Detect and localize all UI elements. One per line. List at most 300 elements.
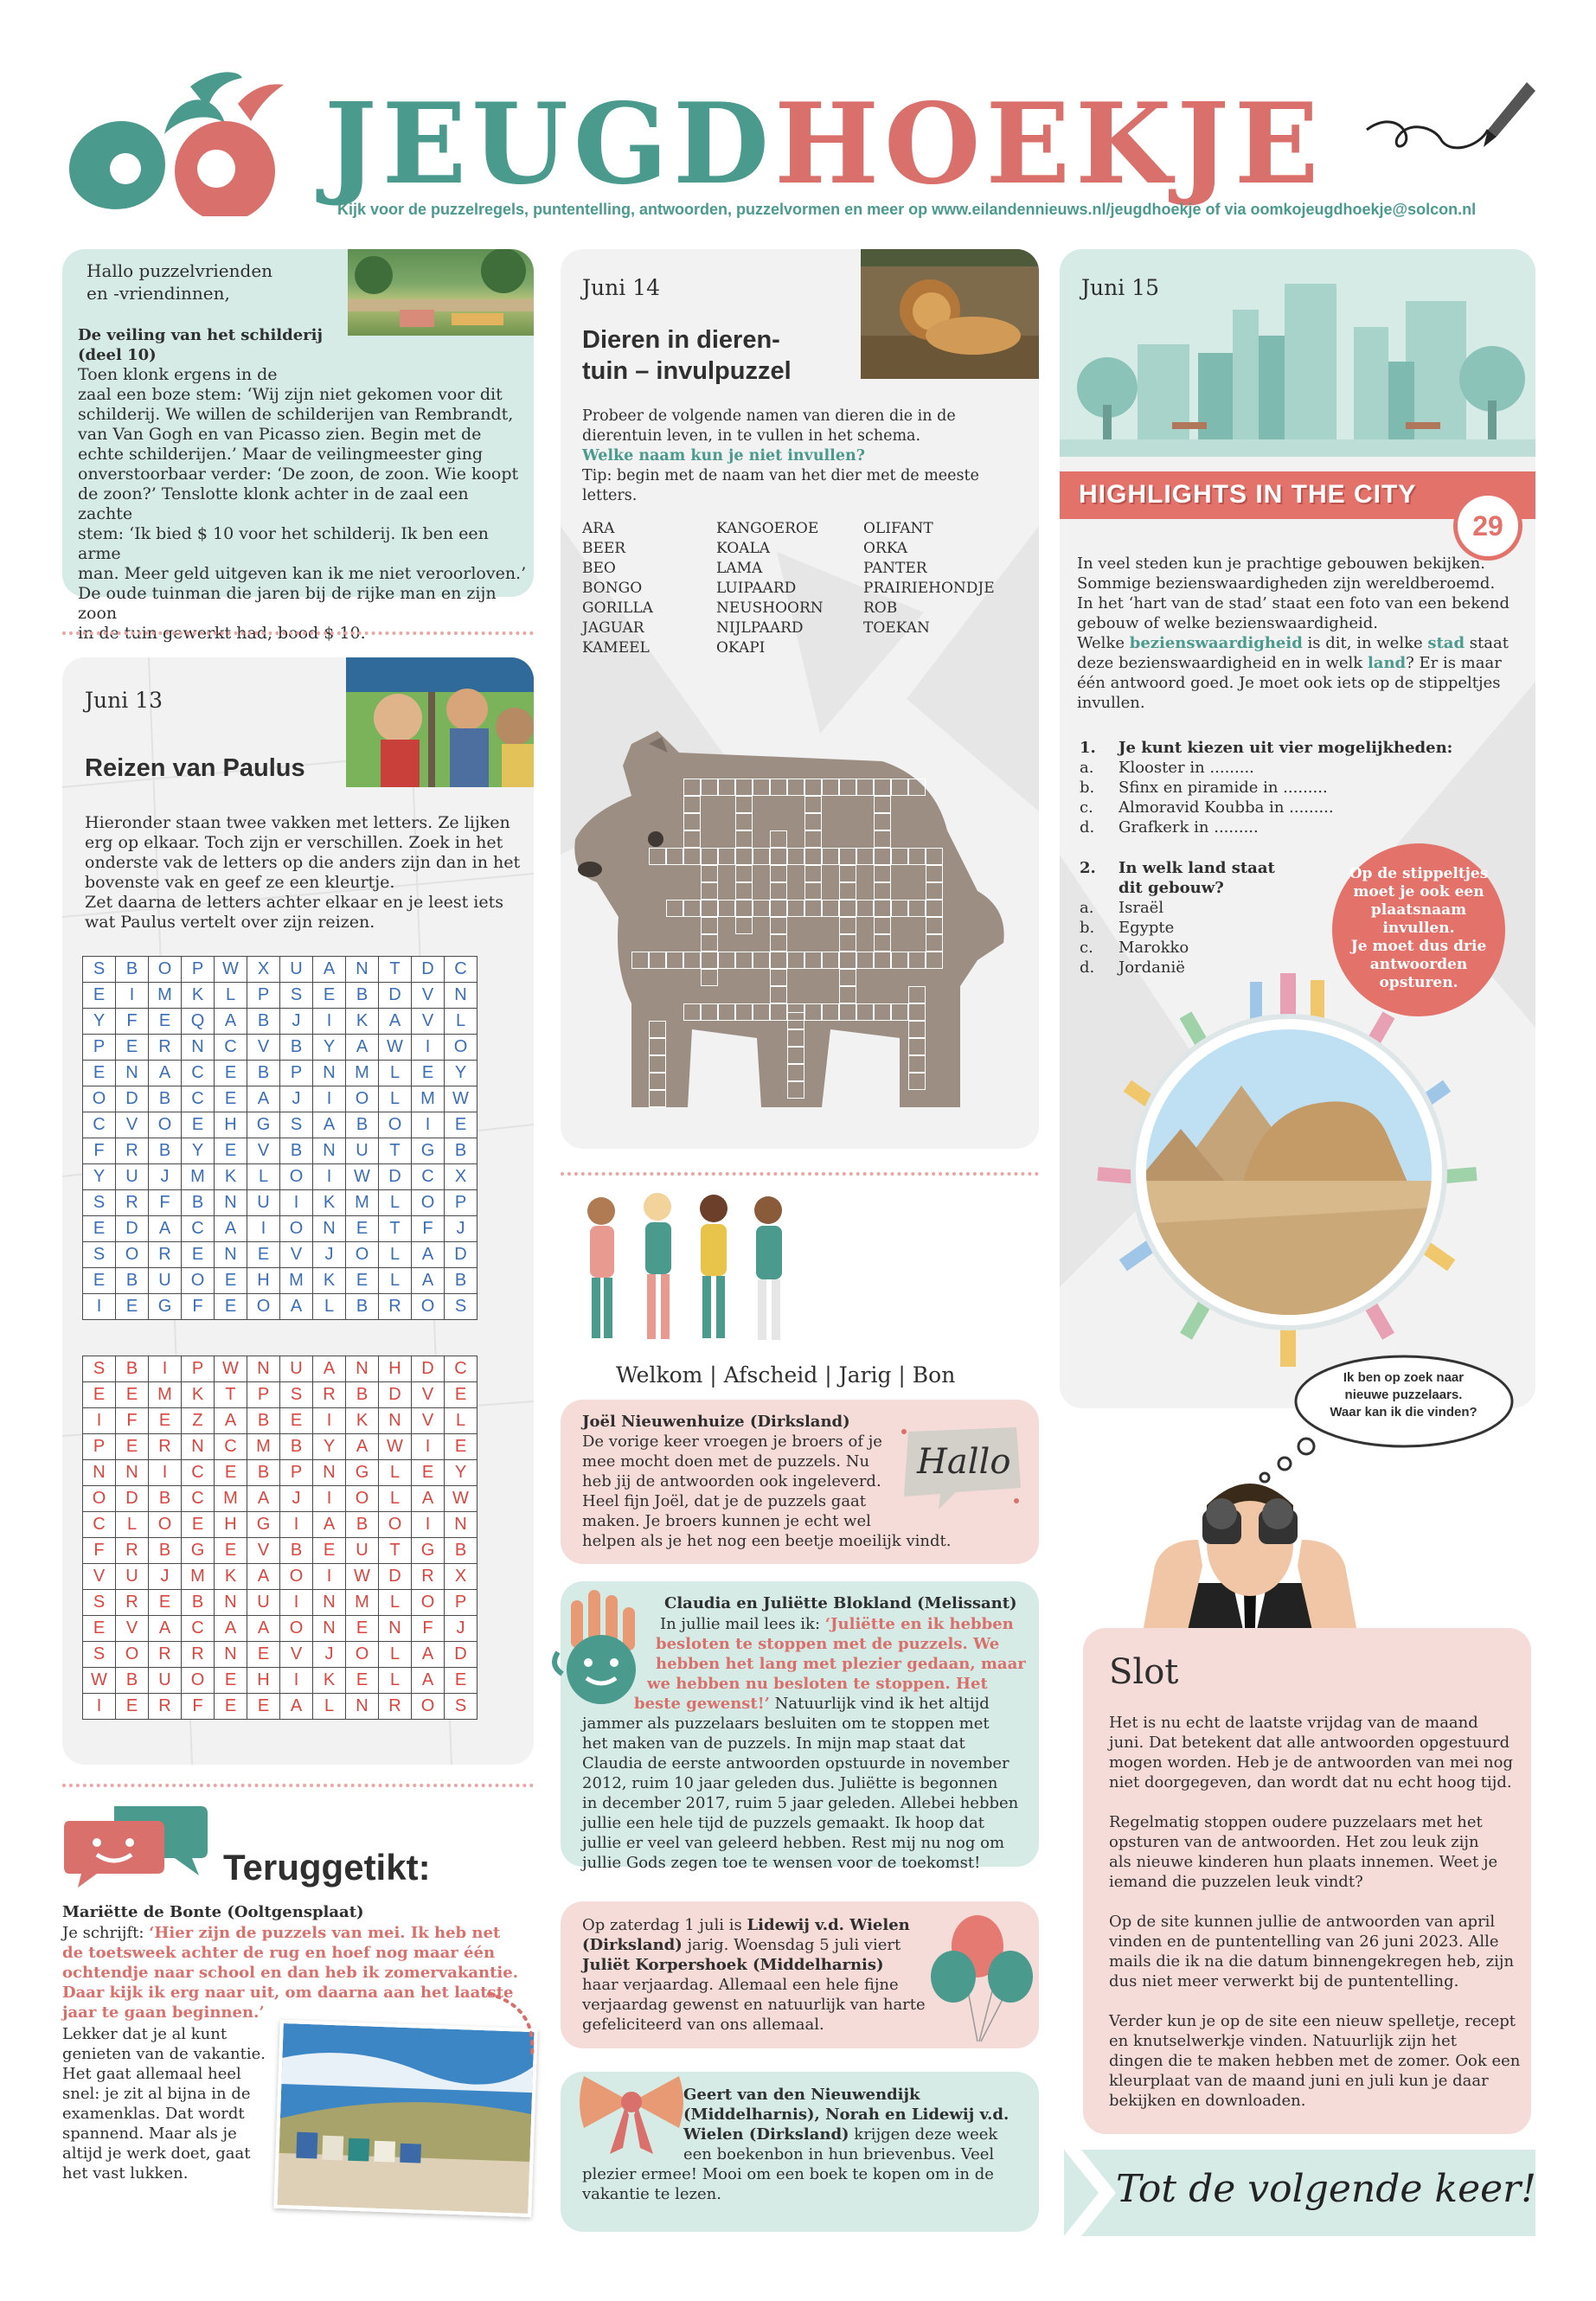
crossword-cell[interactable] <box>926 917 943 934</box>
crossword-cell[interactable] <box>926 865 943 882</box>
crossword-cell[interactable] <box>908 1038 926 1055</box>
crossword-cell[interactable] <box>787 900 804 917</box>
grid-cell[interactable]: A <box>247 1564 280 1590</box>
grid-cell[interactable]: W <box>379 1434 412 1460</box>
crossword-cell[interactable] <box>770 865 787 882</box>
crossword-cell[interactable] <box>908 1055 926 1073</box>
grid-cell[interactable]: P <box>182 1356 215 1382</box>
grid-cell[interactable]: B <box>445 1138 478 1164</box>
grid-cell[interactable]: Y <box>445 1061 478 1086</box>
grid-cell[interactable]: W <box>215 957 247 983</box>
grid-cell[interactable]: N <box>313 1061 346 1086</box>
grid-cell[interactable]: O <box>445 1035 478 1061</box>
grid-cell[interactable]: T <box>379 1216 412 1242</box>
grid-cell[interactable]: R <box>182 1642 215 1668</box>
grid-cell[interactable]: O <box>116 1242 149 1268</box>
grid-cell[interactable]: M <box>149 1382 182 1408</box>
crossword-cell[interactable] <box>735 900 753 917</box>
crossword-cell[interactable] <box>770 934 787 952</box>
grid-cell[interactable]: M <box>346 1190 379 1216</box>
grid-cell[interactable]: B <box>280 1434 313 1460</box>
crossword-cell[interactable] <box>735 865 753 882</box>
crossword-cell[interactable] <box>908 986 926 1003</box>
grid-cell[interactable]: J <box>149 1164 182 1190</box>
grid-cell[interactable]: L <box>445 1408 478 1434</box>
grid-cell[interactable]: P <box>445 1190 478 1216</box>
crossword-cell[interactable] <box>926 848 943 865</box>
grid-cell[interactable]: B <box>445 1538 478 1564</box>
grid-cell[interactable]: M <box>215 1486 247 1512</box>
grid-cell[interactable]: F <box>182 1294 215 1320</box>
crossword-cell[interactable] <box>683 1003 701 1021</box>
grid-cell[interactable]: A <box>247 1086 280 1112</box>
crossword-cell[interactable] <box>770 830 787 848</box>
grid-cell[interactable]: A <box>247 1486 280 1512</box>
grid-cell[interactable]: I <box>313 1408 346 1434</box>
grid-cell[interactable]: E <box>215 1294 247 1320</box>
grid-cell[interactable]: A <box>149 1616 182 1642</box>
grid-cell[interactable]: L <box>379 1590 412 1616</box>
crossword-cell[interactable] <box>804 848 822 865</box>
crossword-cell[interactable] <box>701 779 718 796</box>
crossword-cell[interactable] <box>856 848 874 865</box>
grid-cell[interactable]: O <box>346 1242 379 1268</box>
crossword-cell[interactable] <box>649 952 666 969</box>
grid-cell[interactable]: N <box>445 983 478 1009</box>
grid-cell[interactable]: B <box>149 1138 182 1164</box>
grid-cell[interactable]: D <box>379 1382 412 1408</box>
grid-cell[interactable]: A <box>412 1268 445 1294</box>
grid-cell[interactable]: U <box>280 1356 313 1382</box>
grid-cell[interactable]: D <box>116 1486 149 1512</box>
grid-cell[interactable]: O <box>83 1086 116 1112</box>
grid-cell[interactable]: U <box>247 1590 280 1616</box>
crossword-cell[interactable] <box>804 1003 822 1021</box>
crossword-cell[interactable] <box>701 900 718 917</box>
grid-cell[interactable]: M <box>280 1268 313 1294</box>
grid-cell[interactable]: O <box>247 1294 280 1320</box>
crossword-cell[interactable] <box>770 917 787 934</box>
grid-cell[interactable]: A <box>379 1009 412 1035</box>
crossword-cell[interactable] <box>683 900 701 917</box>
grid-cell[interactable]: L <box>313 1294 346 1320</box>
grid-cell[interactable]: Y <box>445 1460 478 1486</box>
grid-cell[interactable]: L <box>379 1668 412 1694</box>
crossword-cell[interactable] <box>649 1090 666 1107</box>
grid-cell[interactable]: E <box>412 1460 445 1486</box>
grid-cell[interactable]: V <box>247 1538 280 1564</box>
grid-cell[interactable]: L <box>445 1009 478 1035</box>
crossword-cell[interactable] <box>735 830 753 848</box>
grid-cell[interactable]: R <box>379 1294 412 1320</box>
grid-cell[interactable]: M <box>247 1434 280 1460</box>
grid-cell[interactable]: N <box>346 957 379 983</box>
grid-cell[interactable]: E <box>215 1138 247 1164</box>
grid-cell[interactable]: F <box>182 1694 215 1720</box>
crossword-cell[interactable] <box>804 882 822 900</box>
grid-cell[interactable]: R <box>116 1590 149 1616</box>
crossword-cell[interactable] <box>891 779 908 796</box>
crossword-cell[interactable] <box>701 882 718 900</box>
grid-cell[interactable]: I <box>280 1590 313 1616</box>
crossword-cell[interactable] <box>683 813 701 830</box>
grid-cell[interactable]: I <box>83 1694 116 1720</box>
grid-cell[interactable]: V <box>280 1642 313 1668</box>
crossword-cell[interactable] <box>822 900 839 917</box>
crossword-cell[interactable] <box>874 934 891 952</box>
crossword-cell[interactable] <box>683 952 701 969</box>
grid-cell[interactable]: J <box>445 1216 478 1242</box>
grid-cell[interactable]: V <box>412 1382 445 1408</box>
grid-cell[interactable]: E <box>83 1616 116 1642</box>
crossword-cell[interactable] <box>735 796 753 813</box>
grid-cell[interactable]: E <box>313 1538 346 1564</box>
crossword-cell[interactable] <box>770 848 787 865</box>
crossword-cell[interactable] <box>770 882 787 900</box>
crossword-cell[interactable] <box>649 1073 666 1090</box>
grid-cell[interactable]: H <box>215 1512 247 1538</box>
grid-cell[interactable]: S <box>445 1694 478 1720</box>
grid-cell[interactable]: O <box>182 1668 215 1694</box>
grid-cell[interactable]: B <box>346 983 379 1009</box>
grid-cell[interactable]: O <box>280 1616 313 1642</box>
grid-cell[interactable]: A <box>149 1216 182 1242</box>
crossword-cell[interactable] <box>787 779 804 796</box>
grid-cell[interactable]: R <box>379 1694 412 1720</box>
grid-cell[interactable]: M <box>182 1564 215 1590</box>
crossword-cell[interactable] <box>908 1073 926 1090</box>
grid-cell[interactable]: V <box>83 1564 116 1590</box>
grid-cell[interactable]: G <box>412 1138 445 1164</box>
grid-cell[interactable]: Y <box>182 1138 215 1164</box>
crossword-cell[interactable] <box>926 882 943 900</box>
grid-cell[interactable]: V <box>247 1138 280 1164</box>
grid-cell[interactable]: X <box>445 1564 478 1590</box>
grid-cell[interactable]: W <box>215 1356 247 1382</box>
grid-cell[interactable]: A <box>412 1242 445 1268</box>
crossword-cell[interactable] <box>856 779 874 796</box>
crossword-cell[interactable] <box>735 952 753 969</box>
grid-cell[interactable]: E <box>346 1668 379 1694</box>
grid-cell[interactable]: I <box>412 1512 445 1538</box>
crossword-cell[interactable] <box>718 848 735 865</box>
crossword-cell[interactable] <box>753 900 770 917</box>
grid-cell[interactable]: G <box>412 1538 445 1564</box>
grid-cell[interactable]: N <box>313 1590 346 1616</box>
grid-cell[interactable]: B <box>116 1668 149 1694</box>
grid-cell[interactable]: F <box>149 1190 182 1216</box>
crossword-cell[interactable] <box>701 952 718 969</box>
grid-cell[interactable]: C <box>182 1460 215 1486</box>
crossword-cell[interactable] <box>908 1003 926 1021</box>
grid-cell[interactable]: D <box>379 1164 412 1190</box>
grid-cell[interactable]: A <box>215 1616 247 1642</box>
crossword-cell[interactable] <box>874 830 891 848</box>
grid-cell[interactable]: D <box>412 1356 445 1382</box>
grid-cell[interactable]: B <box>445 1268 478 1294</box>
grid-cell[interactable]: C <box>445 1356 478 1382</box>
crossword-cell[interactable] <box>839 952 856 969</box>
grid-cell[interactable]: S <box>280 1382 313 1408</box>
grid-cell[interactable]: O <box>149 957 182 983</box>
grid-cell[interactable]: W <box>346 1564 379 1590</box>
grid-cell[interactable]: A <box>412 1486 445 1512</box>
grid-cell[interactable]: L <box>379 1190 412 1216</box>
grid-cell[interactable]: V <box>412 983 445 1009</box>
grid-cell[interactable]: E <box>83 983 116 1009</box>
grid-cell[interactable]: I <box>83 1408 116 1434</box>
grid-cell[interactable]: N <box>215 1590 247 1616</box>
grid-cell[interactable]: I <box>149 1460 182 1486</box>
crossword-cell[interactable] <box>753 779 770 796</box>
grid-cell[interactable]: L <box>247 1164 280 1190</box>
crossword-cell[interactable] <box>839 900 856 917</box>
crossword-cell[interactable] <box>822 952 839 969</box>
grid-cell[interactable]: P <box>83 1434 116 1460</box>
grid-cell[interactable]: E <box>215 1268 247 1294</box>
grid-cell[interactable]: R <box>313 1382 346 1408</box>
grid-cell[interactable]: A <box>247 1616 280 1642</box>
grid-cell[interactable]: X <box>445 1164 478 1190</box>
crossword-cell[interactable] <box>770 900 787 917</box>
grid-cell[interactable]: J <box>280 1009 313 1035</box>
grid-cell[interactable]: O <box>182 1268 215 1294</box>
grid-cell[interactable]: E <box>116 1434 149 1460</box>
grid-cell[interactable]: M <box>149 983 182 1009</box>
grid-cell[interactable]: E <box>412 1061 445 1086</box>
grid-cell[interactable]: E <box>215 1538 247 1564</box>
grid-cell[interactable]: T <box>215 1382 247 1408</box>
grid-cell[interactable]: O <box>412 1190 445 1216</box>
grid-cell[interactable]: E <box>116 1694 149 1720</box>
crossword-cell[interactable] <box>735 813 753 830</box>
grid-cell[interactable]: N <box>116 1460 149 1486</box>
crossword-cell[interactable] <box>891 1003 908 1021</box>
grid-cell[interactable]: J <box>313 1242 346 1268</box>
grid-cell[interactable]: N <box>346 1356 379 1382</box>
grid-cell[interactable]: T <box>379 1538 412 1564</box>
grid-cell[interactable]: F <box>412 1216 445 1242</box>
grid-cell[interactable]: U <box>116 1564 149 1590</box>
grid-cell[interactable]: A <box>313 1356 346 1382</box>
grid-cell[interactable]: B <box>346 1112 379 1138</box>
grid-cell[interactable]: R <box>149 1642 182 1668</box>
grid-cell[interactable]: I <box>313 1009 346 1035</box>
grid-cell[interactable]: O <box>280 1564 313 1590</box>
grid-cell[interactable]: C <box>445 957 478 983</box>
grid-cell[interactable]: W <box>83 1668 116 1694</box>
crossword-cell[interactable] <box>649 1021 666 1038</box>
grid-cell[interactable]: I <box>280 1668 313 1694</box>
crossword-cell[interactable] <box>822 1003 839 1021</box>
grid-cell[interactable]: E <box>313 983 346 1009</box>
grid-cell[interactable]: K <box>346 1009 379 1035</box>
grid-cell[interactable]: C <box>182 1216 215 1242</box>
grid-cell[interactable]: E <box>83 1382 116 1408</box>
grid-cell[interactable]: F <box>116 1408 149 1434</box>
crossword-cell[interactable] <box>874 848 891 865</box>
grid-cell[interactable]: I <box>412 1434 445 1460</box>
crossword-cell[interactable] <box>891 900 908 917</box>
grid-cell[interactable]: J <box>445 1616 478 1642</box>
grid-cell[interactable]: O <box>412 1294 445 1320</box>
grid-cell[interactable]: E <box>149 1408 182 1434</box>
grid-cell[interactable]: F <box>116 1009 149 1035</box>
grid-cell[interactable]: R <box>116 1538 149 1564</box>
crossword-cell[interactable] <box>891 848 908 865</box>
grid-cell[interactable]: O <box>379 1512 412 1538</box>
grid-cell[interactable]: R <box>149 1694 182 1720</box>
grid-cell[interactable]: I <box>313 1086 346 1112</box>
grid-cell[interactable]: Q <box>182 1009 215 1035</box>
grid-cell[interactable]: C <box>83 1512 116 1538</box>
grid-cell[interactable]: E <box>280 1408 313 1434</box>
grid-cell[interactable]: A <box>280 1294 313 1320</box>
grid-cell[interactable]: U <box>247 1190 280 1216</box>
grid-cell[interactable]: P <box>280 1061 313 1086</box>
grid-cell[interactable]: B <box>280 1035 313 1061</box>
grid-cell[interactable]: E <box>182 1112 215 1138</box>
grid-cell[interactable]: E <box>247 1694 280 1720</box>
grid-cell[interactable]: O <box>346 1642 379 1668</box>
grid-cell[interactable]: K <box>182 983 215 1009</box>
grid-cell[interactable]: G <box>247 1112 280 1138</box>
grid-cell[interactable]: A <box>215 1216 247 1242</box>
grid-cell[interactable]: B <box>346 1512 379 1538</box>
grid-cell[interactable]: N <box>313 1216 346 1242</box>
grid-cell[interactable]: E <box>247 1242 280 1268</box>
crossword-cell[interactable] <box>856 952 874 969</box>
crossword-cell[interactable] <box>908 848 926 865</box>
grid-cell[interactable]: N <box>182 1434 215 1460</box>
crossword-cell[interactable] <box>874 952 891 969</box>
grid-cell[interactable]: N <box>445 1512 478 1538</box>
crossword-cell[interactable] <box>770 1003 787 1021</box>
grid-cell[interactable]: N <box>313 1138 346 1164</box>
grid-cell[interactable]: A <box>346 1434 379 1460</box>
grid-cell[interactable]: E <box>116 1382 149 1408</box>
grid-cell[interactable]: N <box>215 1642 247 1668</box>
crossword-cell[interactable] <box>649 1038 666 1055</box>
grid-cell[interactable]: B <box>149 1538 182 1564</box>
grid-cell[interactable]: E <box>116 1294 149 1320</box>
grid-cell[interactable]: H <box>247 1668 280 1694</box>
grid-cell[interactable]: B <box>149 1486 182 1512</box>
grid-cell[interactable]: N <box>247 1356 280 1382</box>
crossword-cell[interactable] <box>683 848 701 865</box>
crossword-cell[interactable] <box>804 830 822 848</box>
grid-cell[interactable]: I <box>280 1190 313 1216</box>
grid-cell[interactable]: T <box>379 957 412 983</box>
crossword-cell[interactable] <box>804 796 822 813</box>
crossword-cell[interactable] <box>649 1055 666 1073</box>
crossword-cell[interactable] <box>701 969 718 986</box>
grid-cell[interactable]: V <box>412 1009 445 1035</box>
grid-cell[interactable]: U <box>280 957 313 983</box>
crossword-cell[interactable] <box>666 952 683 969</box>
crossword-cell[interactable] <box>787 1012 804 1029</box>
crossword-cell[interactable] <box>718 952 735 969</box>
crossword-cell[interactable] <box>874 779 891 796</box>
crossword-cell[interactable] <box>787 1047 804 1064</box>
crossword-cell[interactable] <box>874 813 891 830</box>
crossword-cell[interactable] <box>701 848 718 865</box>
grid-cell[interactable]: D <box>445 1642 478 1668</box>
grid-cell[interactable]: D <box>116 1216 149 1242</box>
crossword-cell[interactable] <box>839 934 856 952</box>
grid-cell[interactable]: M <box>346 1061 379 1086</box>
crossword-cell[interactable] <box>718 779 735 796</box>
grid-cell[interactable]: L <box>379 1061 412 1086</box>
grid-cell[interactable]: K <box>215 1564 247 1590</box>
grid-cell[interactable]: M <box>346 1590 379 1616</box>
grid-cell[interactable]: E <box>149 1590 182 1616</box>
crossword-cell[interactable] <box>701 865 718 882</box>
crossword-cell[interactable] <box>631 952 649 969</box>
grid-cell[interactable]: E <box>215 1694 247 1720</box>
grid-cell[interactable]: O <box>346 1486 379 1512</box>
grid-cell[interactable]: B <box>247 1009 280 1035</box>
crossword-cell[interactable] <box>926 952 943 969</box>
crossword-cell[interactable] <box>787 848 804 865</box>
grid-cell[interactable]: K <box>346 1408 379 1434</box>
crossword-cell[interactable] <box>683 796 701 813</box>
grid-cell[interactable]: E <box>83 1216 116 1242</box>
crossword-cell[interactable] <box>804 813 822 830</box>
grid-cell[interactable]: Z <box>182 1408 215 1434</box>
grid-cell[interactable]: E <box>445 1382 478 1408</box>
grid-cell[interactable]: E <box>116 1035 149 1061</box>
grid-cell[interactable]: B <box>116 1356 149 1382</box>
crossword-cell[interactable] <box>822 779 839 796</box>
grid-cell[interactable]: E <box>215 1061 247 1086</box>
grid-cell[interactable]: V <box>412 1408 445 1434</box>
grid-cell[interactable]: L <box>379 1486 412 1512</box>
grid-cell[interactable]: L <box>313 1694 346 1720</box>
crossword-cell[interactable] <box>874 900 891 917</box>
grid-cell[interactable]: V <box>280 1242 313 1268</box>
grid-cell[interactable]: N <box>215 1190 247 1216</box>
grid-cell[interactable]: S <box>83 957 116 983</box>
grid-cell[interactable]: E <box>346 1216 379 1242</box>
grid-cell[interactable]: W <box>445 1486 478 1512</box>
grid-cell[interactable]: W <box>379 1035 412 1061</box>
grid-cell[interactable]: E <box>182 1242 215 1268</box>
grid-cell[interactable]: N <box>346 1694 379 1720</box>
grid-cell[interactable]: N <box>215 1242 247 1268</box>
grid-cell[interactable]: P <box>280 1460 313 1486</box>
grid-cell[interactable]: T <box>379 1138 412 1164</box>
crossword-cell[interactable] <box>649 848 666 865</box>
crossword-cell[interactable] <box>735 917 753 934</box>
grid-cell[interactable]: V <box>116 1112 149 1138</box>
grid-cell[interactable]: N <box>379 1408 412 1434</box>
grid-cell[interactable]: K <box>313 1668 346 1694</box>
crossword-cell[interactable] <box>856 900 874 917</box>
crossword-cell[interactable] <box>908 779 926 796</box>
grid-cell[interactable]: E <box>83 1268 116 1294</box>
crossword-cell[interactable] <box>735 848 753 865</box>
grid-cell[interactable]: D <box>379 1564 412 1590</box>
grid-cell[interactable]: E <box>445 1112 478 1138</box>
grid-cell[interactable]: E <box>182 1512 215 1538</box>
grid-cell[interactable]: V <box>116 1616 149 1642</box>
grid-cell[interactable]: A <box>280 1694 313 1720</box>
grid-cell[interactable]: O <box>412 1694 445 1720</box>
crossword-cell[interactable] <box>701 934 718 952</box>
grid-cell[interactable]: C <box>182 1061 215 1086</box>
grid-cell[interactable]: C <box>83 1112 116 1138</box>
